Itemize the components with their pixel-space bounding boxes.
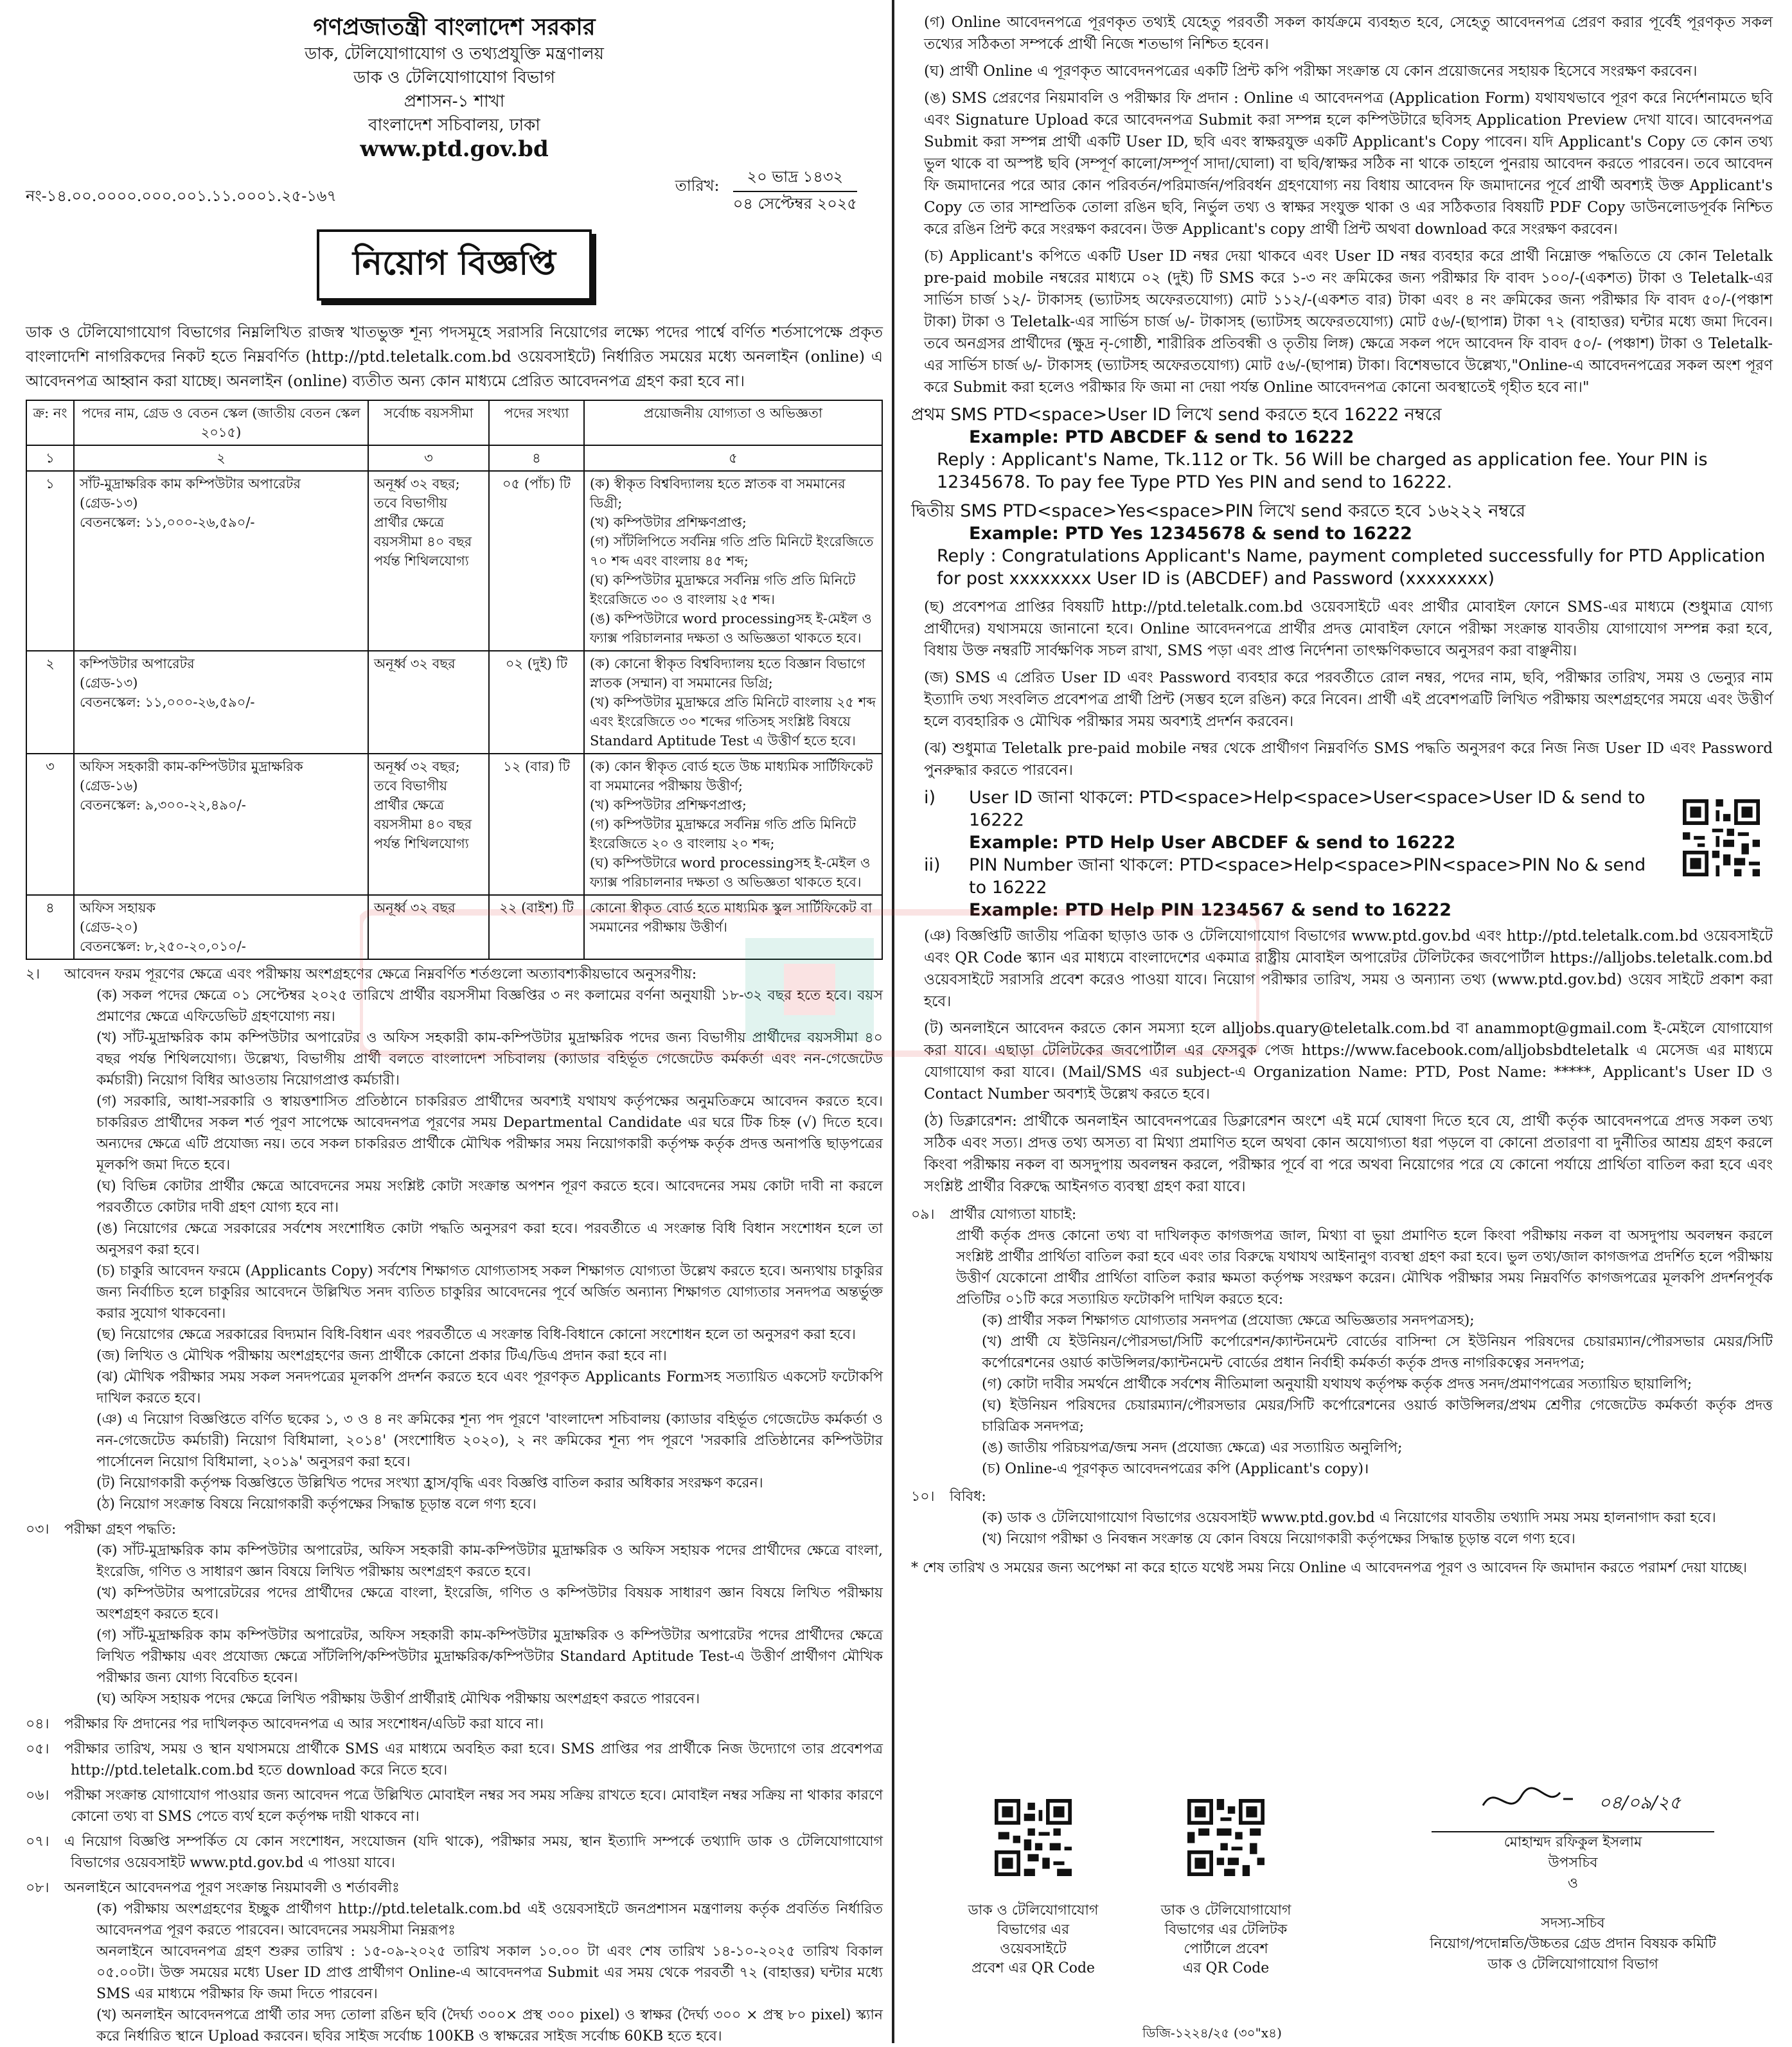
qualification-item: (ক) কোন স্বীকৃত বোর্ড হতে উচ্চ মাধ্যমিক সার্টিফিকেট বা সমমানের পরীক্ষায় উত্তীর্ণ;: [590, 759, 873, 793]
qr-code-icon[interactable]: [1187, 1799, 1264, 1876]
dfp-code: ডিজি-১২২৪/২৫ (৩০"x৪): [1142, 2025, 1282, 2041]
section-heading: [26, 1714, 883, 1735]
memo-date: [675, 165, 857, 218]
sms-second-example: Example: PTD Yes 12345678 & send to 16222: [969, 524, 1412, 544]
notice-title: নিয়োগ বিজ্ঞপ্তি: [317, 229, 592, 301]
qr-block-teletalk: [1142, 1799, 1309, 1978]
col-header-post: পদের নাম, গ্রেড ও বেতন স্কেল (জাতীয় বেতন স্কেল ২০১৫): [74, 400, 368, 445]
signer-role-1: সদস্য-সচিব: [1541, 1915, 1605, 1931]
section-item: (খ) অনলাইন আবেদনপত্রে প্রার্থী তার সদ্য তোলা রঙিন ছবি (দৈর্ঘ্য ৩০০× প্রস্থ ৩০০ pixel) ও স্বাক্ষর (দৈর্ঘ্য ৩০০ × প্রস্থ ৮০ pixel) স্ক্যান করে নির্ধারিত স্থানে Upload করবেন। ছবির সাইজ সর্বোচ্চ 100KB ও স্বাক্ষরের সাইজ সর্বোচ্চ 60KB হতে হবে।: [96, 2007, 883, 2044]
division-name: ডাক ও টেলিযোগাযোগ বিভাগ: [353, 68, 555, 87]
row-age-limit: অনূর্ধ্ব ৩২ বছর; তবে বিভাগীয় প্রার্থীর ক্ষেত্রে বয়সসীমা ৪০ বছর পর্যন্ত শিথিলযোগ্য: [368, 754, 489, 895]
qr-code-icon: [1683, 799, 1760, 876]
instruction-paragraph: (ঙ) SMS প্রেরণের নিয়মাবলি ও পরীক্ষার ফি প্রদান : Online এ আবেদনপত্র (Application Form) যথাযথভাবে পূরণ করে নির্দেশনামতে ছবি এবং Signature Upload করে আবেদনপত্র Submit করা সম্পন্ন হলে কম্পিউটারে ছবিসহ Application Preview দেখা যাবে। আবেদনপত্র Submit করা সম্পন্ন প্রার্থী একটি User ID, ছবি এবং স্বাক্ষরযুক্ত একটি Applicant's Copy পাবেন। যদি Applicant's Copy তে কোন তথ্য ভুল থাকে বা অস্পষ্ট ছবি (সম্পূর্ণ কালো/সম্পূর্ণ সাদা/ঘোলা) বা ছবি/স্বাক্ষর সঠিক না থাকে তাহলে পুনরায় আবেদন করতে পারবেন। তবে আবেদন ফি জমাদানের পরে আর কোন পরিবর্তন/পরিমার্জন/পরিবর্ধন গ্রহণযোগ্য নয় বিধায় আবেদন ফি জমাদানের পূর্বে প্রার্থী অবশ্যই উক্ত Applicant's Copy তে তার সাম্প্রতিক তোলা রঙিন ছবি, নির্ভুল তথ্য ও স্বাক্ষর সংযুক্ত থাকা ও এর সঠিকতার বিষয়টি PDF Copy ডাউনলোডপূর্বক নিশ্চিত করে রঙিন প্রিন্ট করে সংরক্ষণ করবেন। উক্ত Applicant's copy প্রার্থী প্রিন্ট অথবা download করে সংরক্ষণ করবেন।: [924, 90, 1773, 238]
col-header-qualification: প্রয়োজনীয় যোগ্যতা ও অভিজ্ঞতা: [584, 400, 882, 445]
col-header-serial: ক্র: নং: [26, 400, 74, 445]
instruction-paragraph: (গ) Online আবেদনপত্রে পূরণকৃত তথ্যই যেহেতু পরবর্তী সকল কার্যক্রমে ব্যবহৃত হবে, সেহেতু আবেদনপত্র প্রেরণ করার পূর্বেই পূরণকৃত সকল তথ্যের সঠিকতা সম্পর্কে প্রার্থী নিজে শতভাগ নিশ্চিত হবেন।: [924, 14, 1773, 53]
qr-caption: [1142, 1901, 1309, 1978]
table-row: [26, 471, 882, 651]
signer-role-2: নিয়োগ/পদোন্নতি/উচ্চতর গ্রেড প্রদান বিষয়ক কমিটি: [1430, 1936, 1716, 1952]
numbered-section: [26, 1739, 883, 1781]
qualification-item: কোনো স্বীকৃত বোর্ড হতে মাধ্যমিক স্কুল সার্টিফিকেট বা সমমানের পরীক্ষায় উত্তীর্ণ।: [590, 900, 873, 935]
section-item: (ঘ) বিভিন্ন কোটার প্রার্থীর ক্ষেত্রে আবেদনের সময় সংশ্লিষ্ট কোটা সংক্রান্ত অপশন পূরণ করতে হবে। আবেদনের সময় কোটা দাবী না করলে পরবর্তীতে কোটার দাবী গ্রহণ যোগ্য হবে না।: [96, 1178, 883, 1216]
date-bengali: ২০ ভাদ্র ১৪৩২: [733, 165, 857, 192]
section-text: পরীক্ষা সংক্রান্ত যোগাযোগ পাওয়ার জন্য আবেদন পত্রে উল্লিখিত মোবাইল নম্বর সব সময় সক্রিয় রাখতে হবে। মোবাইল নম্বর সক্রিয় না থাকার কারণে কোনো তথ্য বা SMS পেতে ব্যর্থ হলে কর্তৃপক্ষ দায়ী থাকবে না।: [64, 1787, 883, 1825]
post-name: কম্পিউটার অপারেটর: [80, 656, 195, 671]
posts-table: [26, 400, 883, 960]
letterhead: [26, 12, 883, 161]
recovery-number: i): [924, 788, 936, 808]
left-column: [0, 0, 892, 2043]
sms-second-label: দ্বিতীয় SMS PTD<space>Yes<space>PIN লিখে send করতে হবে ১৬২২২ নম্বরে: [911, 501, 1526, 521]
qr-code-graphic: [1683, 799, 1760, 876]
row-age-limit: অনূর্ধ্ব ৩২ বছর: [368, 651, 489, 754]
recovery-command: PIN Number জানা থাকলে: PTD<space>Help<space>PIN<space>PIN No & send to 16222: [969, 855, 1646, 898]
section-item: (ঙ) জাতীয় পরিচয়পত্র/জন্ম সনদ (প্রযোজ্য ক্ষেত্রে) এর সত্যায়িত অনুলিপি;: [982, 1440, 1403, 1456]
section-heading: [26, 1831, 883, 1874]
signer-designation: উপসচিব: [1548, 1855, 1598, 1871]
section-item: (ঘ) ইউনিয়ন পরিষদের চেয়ারম্যান/পৌরসভার মেয়র/সিটি কর্পোরেশনের ওয়ার্ড কাউন্সিলর/প্রথম শ্রেণীর গেজেটেড কর্মকর্তা কর্তৃক প্রদত্ত চারিত্রিক সনদপত্র;: [982, 1397, 1773, 1435]
row-qualifications: [584, 754, 882, 895]
signer-name: মোহাম্মদ রফিকুল ইসলাম: [1432, 1831, 1714, 1853]
recovery-list: [911, 786, 1773, 921]
section-number: ০৩।: [26, 1521, 49, 1537]
row-post-info: [74, 754, 368, 895]
section-number: ০৫।: [26, 1741, 49, 1757]
right-column: [892, 0, 1792, 2043]
col-number: ৫: [584, 445, 882, 471]
section-number: ০৯।: [911, 1207, 935, 1223]
section-item: (চ) Online-এ পূরণকৃত আবেদনপত্রের কপি (Applicant's copy)।: [982, 1461, 1369, 1477]
date-english: ০৪ সেপ্টেম্বর ২০২৫: [732, 195, 857, 213]
instruction-paragraph: (ঝ) শুধুমাত্র Teletalk pre-paid mobile নম্বর থেকে প্রার্থীগণ নিম্নবর্ণিত SMS পদ্ধতি অনুসরণ করে নিজ নিজ User ID এবং Password পুনরুদ্ধার করতে পারবেন।: [924, 740, 1773, 779]
section-text: প্রার্থী কর্তৃক প্রদত্ত কোনো তথ্য বা দাখিলকৃত কাগজপত্র জাল, মিথ্যা বা ভুয়া প্রমাণিত হলে কিংবা পরীক্ষায় নকল বা অসদুপায় অবলম্বন করলে সংশ্লিষ্ট প্রার্থীর প্রার্থিতা বাতিল করা হবে এবং তার বিরুদ্ধে যথাযথ আইনানুগ ব্যবস্থা গ্রহণ করা হবে। ভুল তথ্য/জাল কাগজপত্র প্রদর্শিত হলে পরীক্ষায় উত্তীর্ণ যেকোনো প্রার্থীর প্রার্থিতা বাতিল করার ক্ষমতা কর্তৃপক্ষ সংরক্ষণ করেন। মৌখিক পরীক্ষার সময় নিম্নবর্ণিত কাগজপত্রের মূলকপি প্রদর্শনপূর্বক প্রতিটির ০১টি করে সত্যায়িত ফটোকপি দাখিল করতে হবে:: [956, 1228, 1773, 1307]
section-text: এ নিয়োগ বিজ্ঞপ্তি সম্পর্কিত যে কোন সংশোধন, সংযোজন (যদি থাকে), পরীক্ষার সময়, স্থান ইত্যাদি সম্পর্কে তথ্যাদি ডাক ও টেলিযোগাযোগ বিভাগের ওয়েবসাইট www.ptd.gov.bd এ পাওয়া যাবে।: [64, 1834, 883, 1871]
row-post-count: ১২ (বার) টি: [489, 754, 584, 895]
sms-second-reply: Reply : Congratulations Applicant's Name, payment completed successfully for PTD Application for post xxxxxxxx User ID is (ABCDEF) and Password (xxxxxxxx): [937, 546, 1766, 589]
recovery-block: [911, 786, 1773, 921]
numbered-section: [26, 1785, 883, 1827]
section-items: [956, 1310, 1773, 1480]
post-pay-scale: বেতনস্কেল: ৯,৩০০-২২,৪৯০/-: [80, 797, 246, 813]
post-grade: (গ্রেড-১৬): [80, 778, 138, 793]
section-item: (খ) নিয়োগ পরীক্ষা ও নিবন্ধন সংক্রান্ত যে কোন বিষয়ে নিয়োগকারী কর্তৃপক্ষের সিদ্ধান্ত চূড়ান্ত বলে গণ্য হবে।: [982, 1531, 1575, 1547]
govt-name: গণপ্রজাতন্ত্রী বাংলাদেশ সরকার: [313, 13, 596, 40]
table-body: [26, 471, 882, 959]
qr-caption-line: ওয়েবসাইটে: [1000, 1941, 1067, 1957]
row-serial: ৪: [26, 895, 74, 959]
qr-block-ptd: [950, 1799, 1117, 1978]
section-item: (গ) কোটা দাবীর সমর্থনে প্রার্থীকে সর্বশেষ নীতিমালা অনুযায়ী যথাযথ কর্তৃপক্ষ কর্তৃক প্রদত্ত সনদ/প্রমাণপত্রের সত্যায়িত ছায়ালিপি;: [982, 1376, 1692, 1392]
intro-paragraph: ডাক ও টেলিযোগাযোগ বিভাগের নিম্নলিখিত রাজস্ব খাতভুক্ত শূন্য পদসমূহে সরাসরি নিয়োগের লক্ষ্যে পদের পার্শ্বে বর্ণিত শর্তসাপেক্ষে প্রকৃত বাংলাদেশি নাগরিকদের নিকট হতে নিম্নবর্ণিত (http://ptd.teletalk.com.bd ওয়েবসাইটে) নির্ধারিত সময়ের মধ্যে অনলাইন (online) এ আবেদনপত্র আহ্বান করা যাচ্ছে। অনলাইন (online) ব্যতীত অন্য কোন মাধ্যমে প্রেরিত আবেদনপত্র গ্রহণ করা হবে না।: [26, 323, 883, 390]
section-heading: [26, 964, 883, 985]
section-item: (ক) ডাক ও টেলিযোগাযোগ বিভাগের ওয়েবসাইট www.ptd.gov.bd এ নিয়োগের যাবতীয় তথ্যাদি সময় সময় হালনাগাদ করা হবে।: [982, 1510, 1716, 1526]
office-location: বাংলাদেশ সচিবালয়, ঢাকা: [368, 116, 540, 135]
section-title: প্রার্থীর যোগ্যতা যাচাই:: [950, 1207, 1077, 1223]
ministry-name: ডাক, টেলিযোগাযোগ ও তথ্যপ্রযুক্তি মন্ত্রণালয়: [305, 44, 604, 64]
qualification-item: (গ) সাঁটলিপিতে সর্বনিম্ন গতি প্রতি মিনিটে ইংরেজিতে ৭০ শব্দ এবং বাংলায় ৪৫ শব্দ;: [590, 534, 874, 569]
section-number: ০৬।: [26, 1787, 49, 1803]
qr-caption-line: এর QR Code: [1182, 1960, 1270, 1976]
section-item: (গ) সরকারি, আধা-সরকারি ও স্বায়ত্তশাসিত প্রতিষ্ঠানে চাকরিরত প্রার্থীদের অবশ্যই যথাযথ কর্তৃপক্ষের অনুমতিক্রমে আবেদন করতে হবে। চাকরিরত প্রার্থীদের সকল শর্ত পূরণ সাপেক্ষে আবেদনপত্র পূরণের সময় Departmental Candidate এর ঘরে টিক চিহ্ন (√) দিতে হবে। অন্যদের ক্ষেত্রে এটি প্রযোজ্য নয়। তবে সকল চাকরিরত প্রার্থীকে মৌখিক পরীক্ষার সময় নিয়োগকারী কর্তৃপক্ষ কর্তৃক প্রদত্ত অনাপত্তি ছাড়পত্রের মূলকপি জমা দিতে হবে।: [96, 1094, 883, 1173]
row-post-count: ০৫ (পাঁচ) টি: [489, 471, 584, 651]
recovery-item: [911, 854, 1663, 921]
section-item: (ঞ) এ নিয়োগ বিজ্ঞপ্তিতে বর্ণিত ছকের ১, ৩ ও ৪ নং ক্রমিকের শূন্য পদ পূরণে 'বাংলাদেশ সচিবালয় (ক্যাডার বহির্ভূত গেজেটেড কর্মকর্তা ও নন-গেজেটেড কর্মচারী) নিয়োগ বিধিমালা, ২০১৪' (সংশোধিত ২০২০), ২ নং ক্রমিকের শূন্য পদ পূরণে 'সরকারি প্রতিষ্ঠানের কম্পিউটার পার্সোনেল নিয়োগ বিধিমালা, ২০১৯' অনুসরণ করা হবে।: [96, 1412, 883, 1470]
memo-number: নং-১৪.০০.০০০০.০০০.০০১.১১.০০০১.২৫-১৬৭: [26, 187, 337, 205]
memo-line: [26, 165, 883, 213]
section-item: (ক) প্রার্থীর সকল শিক্ষাগত যোগ্যতার সনদপত্র (প্রযোজ্য ক্ষেত্রে অভিজ্ঞতার সনদপত্রসহ);: [982, 1313, 1475, 1329]
sms-first-example: Example: PTD ABCDEF & send to 16222: [969, 427, 1354, 447]
row-serial: ৩: [26, 754, 74, 895]
instruction-paragraph: (চ) Applicant's কপিতে একটি User ID নম্বর দেয়া থাকবে এবং User ID নম্বর ব্যবহার করে প্রার্থী নিম্নোক্ত পদ্ধতিতে যে কোন Teletalk pre-paid mobile নম্বরের মাধ্যমে ০২ (দুই) টি SMS করে ১-৩ নং ক্রমিকের জন্য পরীক্ষার ফি বাবদ ১০০/-(একশত) টাকা ও Teletalk-এর সার্ভিস চার্জ ১২/- টাকাসহ (ভ্যাটসহ অফেরতযোগ্য) মোট ১১২/-(একশত বার) টাকা এবং ৪ নং ক্রমিকের জন্য পরীক্ষার ফি বাবদ ৫০/-(পঞ্চাশ টাকা) টাকা ও Teletalk-এর সার্ভিস চার্জ ৬/- টাকাসহ (ভ্যাটসহ অফেরতযোগ্য) মোট ৫৬/-(ছাপান্ন) টাকা ৭২ (বাহাত্তর) ঘন্টার মধ্যে জমা দিবেন। তবে অনগ্রসর প্রার্থীদের (ক্ষুদ্র নৃ-গোষ্ঠী, শারীরিক প্রতিবন্ধী ও তৃতীয় লিঙ্গ) ক্ষেত্রে সকল পদে আবেদন ফি বাবদ ৫০/- (পঞ্চাশ) টাকা ও Teletalk- এর সার্ভিস চার্জ ৬/- টাকাসহ (ভ্যাটসহ অফেরতযোগ্য) মোট ৫৬/-(ছাপান্ন) টাকা। বিশেষভাবে উল্লেখ্য,"Online-এ আবেদনপত্রের সকল অংশ পূরণ করে Submit করা হলেও পরীক্ষার ফি জমা না দেয়া পর্যন্ত Online আবেদনপত্র কোনো অবস্থাতেই গৃহীত হবে না।": [924, 248, 1773, 396]
right-lower-paragraphs: [911, 925, 1773, 1198]
section-title: বিবিধ:: [950, 1489, 986, 1505]
qr-caption-line: পোর্টালে প্রবেশ: [1184, 1941, 1268, 1957]
sms-first-label: প্রথম SMS PTD<space>User ID লিখে send করতে হবে 16222 নম্বরে: [911, 405, 1442, 425]
qr-caption-line: বিভাগের এর: [997, 1922, 1070, 1938]
section-item: (খ) প্রার্থী যে ইউনিয়ন/পৌরসভা/সিটি কর্পোরেশন/ক্যান্টনমেন্ট বোর্ডের বাসিন্দা সে ইউনিয়ন পরিষদের চেয়ারম্যান/পৌরসভার মেয়র/সিটি কর্পোরেশনের ওয়ার্ড কাউন্সিলর/ক্যান্টনমেন্ট বোর্ডের প্রধান নির্বাহী কর্মকর্তা কর্তৃক প্রদত্ত নাগরিকত্বের সনদপত্র;: [982, 1334, 1773, 1371]
qr-code-icon[interactable]: [995, 1799, 1072, 1876]
numbered-section: [26, 1714, 883, 1735]
post-pay-scale: বেতনস্কেল: ১১,০০০-২৬,৫৯০/-: [80, 515, 255, 530]
qualification-item: (খ) কম্পিউটার প্রশিক্ষণপ্রাপ্ত;: [590, 515, 747, 530]
footnote: * শেষ তারিখ ও সময়ের জন্য অপেক্ষা না করে হাতে যথেষ্ট সময় নিয়ে Online এ আবেদনপত্র পূরণ ও আবেদন ফি জমাদান করতে পরামর্শ দেয়া যাচ্ছে।: [911, 1560, 1748, 1576]
section-9: [911, 1204, 1773, 1480]
sms-first-reply: Reply : Applicant's Name, Tk.112 or Tk. 56 Will be charged as application fee. Your PIN is 12345678. To pay fee Type PTD Yes PIN and send to 16222.: [937, 450, 1708, 492]
signature-block: [1393, 1780, 1753, 1975]
numbered-section: [26, 1877, 883, 2047]
section-item: (জ) লিখিত ও মৌখিক পরীক্ষায় অংশগ্রহণের জন্য প্রার্থীকে কোনো প্রকার টিএ/ডিএ প্রদান করা হবে না।: [96, 1348, 667, 1364]
row-post-count: ২২ (বাইশ) টি: [489, 895, 584, 959]
section-item: (ঝ) মৌখিক পরীক্ষার সময় সকল সনদপত্রের মূলকপি প্রদর্শন করতে হবে এবং পূরণকৃত Applicants Formসহ সত্যায়িত একসেট ফটোকপি দাখিল করতে হবে।: [96, 1369, 883, 1406]
section-item: (ঠ) নিয়োগ সংক্রান্ত বিষয়ে নিয়োগকারী কর্তৃপক্ষের সিদ্ধান্ত চূড়ান্ত বলে গণ্য হবে।: [96, 1496, 537, 1512]
table-row: [26, 895, 882, 959]
section-text: পরীক্ষা গ্রহণ পদ্ধতি:: [64, 1521, 177, 1537]
section-item: (গ) সাঁট-মুদ্রাক্ষরিক কাম কম্পিউটার অপারেটর, অফিস সহকারী কাম-কম্পিউটার মুদ্রাক্ষরিক ও কম্পিউটার অপারেটর পদের প্রার্থীদের ক্ষেত্রে লিখিত পরীক্ষায় এবং প্রযোজ্য ক্ষেত্রে সাঁটলিপি/কম্পিউটার মুদ্রাক্ষরিক/কম্পিউটার Standard Aptitude Test-এ উত্তীর্ণ প্রার্থীগণ মৌখিক পরীক্ষার জন্য যোগ্য বিবেচিত হবেন।: [96, 1627, 883, 1686]
website-link[interactable]: www.ptd.gov.bd: [360, 136, 549, 162]
qualification-item: (ক) কোনো স্বীকৃত বিশ্ববিদ্যালয় হতে বিজ্ঞান বিভাগে স্নাতক (সম্মান) বা সমমানের ডিগ্রি;: [590, 656, 865, 691]
section-number: ১০।: [911, 1489, 935, 1505]
table-row: [26, 754, 882, 895]
col-number: ৪: [489, 445, 584, 471]
section-item: (চ) চাকুরি আবেদন ফরমে (Applicants Copy) সর্বশেষ শিক্ষাগত যোগ্যতাসহ সকল শিক্ষাগত যোগ্যতা উল্লেখ করতে হবে। অন্যথায় চাকুরির জন্য নির্বাচিত হলে চাকুরির আবেদনে উল্লিখিত সনদ ব্যতিত চাকুরির আবেদনের পূর্বে অর্জিত অন্যান্য শিক্ষাগত যোগ্যতার সনদপত্র অন্তর্ভুক্ত করার সুযোগ থাকবেনা।: [96, 1263, 883, 1322]
table-header-row: [26, 400, 882, 445]
post-name: অফিস সহায়ক: [80, 900, 156, 916]
section-heading: [26, 1877, 883, 1899]
recovery-command: User ID জানা থাকলে: PTD<space>Help<space>User<space>User ID & send to 16222: [969, 788, 1646, 830]
signer-and: ও: [1567, 1875, 1579, 1892]
row-age-limit: অনূর্ধ্ব ৩২ বছর; তবে বিভাগীয় প্রার্থীর ক্ষেত্রে বয়সসীমা ৪০ বছর পর্যন্ত শিথিলযোগ্য: [368, 471, 489, 651]
date-label: তারিখ:: [675, 177, 720, 195]
instruction-paragraph: (ছ) প্রবেশপত্র প্রাপ্তির বিষয়টি http://ptd.teletalk.com.bd ওয়েবসাইটে এবং প্রার্থীর মোবাইল ফোনে SMS-এর মাধ্যমে (শুধুমাত্র যোগ্য প্রার্থীদের) যথাসময়ে জানানো হবে। Online আবেদনপত্রে প্রার্থীর প্রদত্ত মোবাইল ফোনে পরীক্ষা সংক্রান্ত যাবতীয় যোগাযোগ সম্পন্ন করা হবে, বিধায় উক্ত নম্বরটি সার্বক্ষণিক সচল রাখা, SMS পড়া এবং প্রাপ্ত নির্দেশনা তাৎক্ষণিকভাবে অনুসরণ করা বাঞ্ছনীয়।: [924, 599, 1773, 659]
qr-caption-line: প্রবেশ এর QR Code: [971, 1960, 1096, 1976]
recovery-item: [911, 786, 1663, 854]
qualification-item: (খ) কম্পিউটার মুদ্রাক্ষরে প্রতি মিনিটে বাংলায় ২৫ শব্দ এবং ইংরেজিতে ৩০ শব্দের গতিসহ সংশ্লিষ্ট বিষয়ে Standard Aptitude Test এ উত্তীর্ণ হতে হবে।: [590, 695, 876, 749]
section-number: ২।: [26, 966, 40, 982]
qualification-item: (ঙ) কম্পিউটারে word processingসহ ই-মেইল ও ফ্যাক্স পরিচালনার দক্ষতা ও অভিজ্ঞতা থাকতে হবে।: [590, 611, 872, 646]
post-name: অফিস সহকারী কাম-কম্পিউটার মুদ্রাক্ষরিক: [80, 759, 303, 774]
post-name: সাঁট-মুদ্রাক্ষরিক কাম কম্পিউটার অপারেটর: [80, 476, 301, 492]
row-age-limit: অনূর্ধ্ব ৩২ বছর: [368, 895, 489, 959]
section-text: পরীক্ষার তারিখ, সময় ও স্থান যথাসময়ে প্রার্থীকে SMS এর মাধ্যমে অবহিত করা হবে। SMS প্রাপ্তির পর প্রার্থীকে নিজ উদ্যোগে তার প্রবেশপত্র http://ptd.teletalk.com.bd হতে download করে নিতে হবে।: [64, 1741, 883, 1778]
section-10: [911, 1486, 1773, 1550]
section-heading: [26, 1519, 883, 1540]
section-item: (ক) সাঁট-মুদ্রাক্ষরিক কাম কম্পিউটার অপারেটর, অফিস সহকারী কাম-কম্পিউটার মুদ্রাক্ষরিক ও অফিস সহায়ক পদের প্রার্থীদের ক্ষেত্রে বাংলা, ইংরেজি, গণিত ও সাধারণ জ্ঞান বিষয়ে লিখিত পরীক্ষায় অংশগ্রহণ করতে হবে।: [96, 1543, 883, 1580]
qr-caption-line: ডাক ও টেলিযোগাযোগ: [1160, 1902, 1291, 1919]
recovery-example: Example: PTD Help PIN 1234567 & send to 16222: [969, 900, 1452, 920]
row-qualifications: [584, 895, 882, 959]
section-heading: [26, 1785, 883, 1827]
section-item: (খ) কম্পিউটার অপারেটরের পদের প্রার্থীদের ক্ষেত্রে বাংলা, ইংরেজি, গণিত ও কম্পিউটার বিষয়ক সাধারণ জ্ঞান বিষয়ে লিখিত পরীক্ষায় অংশগ্রহণ করতে হবে।: [96, 1585, 883, 1622]
post-pay-scale: বেতনস্কেল: ১১,০০০-২৬,৫৯০/-: [80, 695, 255, 710]
qualification-item: (ঘ) কম্পিউটারে word processingসহ ই-মেইল ও ফ্যাক্স পরিচালনার দক্ষতা ও অভিজ্ঞতা থাকতে হবে।: [590, 855, 871, 890]
col-number: ২: [74, 445, 368, 471]
table-colnum-row: [26, 445, 882, 471]
col-header-count: পদের সংখ্যা: [489, 400, 584, 445]
section-text: আবেদন ফরম পূরণের ক্ষেত্রে এবং পরীক্ষায় অংশগ্রহণের ক্ষেত্রে নিম্নবর্ণিত শর্তগুলো অত্যাবশ্যকীয়ভাবে অনুসরণীয়:: [64, 966, 697, 982]
instruction-paragraph: (ঘ) প্রার্থী Online এ পূরণকৃত আবেদনপত্রের একটি প্রিন্ট কপি পরীক্ষা সংক্রান্ত যে কোন প্রয়োজনের সহায়ক হিসেবে সংরক্ষণ করবেন।: [924, 63, 1698, 80]
signer-dept: ডাক ও টেলিযোগাযোগ বিভাগ: [1487, 1956, 1658, 1972]
right-mid-paragraphs: [911, 596, 1773, 781]
post-grade: (গ্রেড-১৩): [80, 675, 138, 691]
section-items: [956, 1507, 1773, 1550]
row-qualifications: [584, 651, 882, 754]
section-number: ০৮।: [26, 1880, 49, 1896]
section-item: (ঙ) নিয়োগের ক্ষেত্রে সরকারের সর্বশেষ সংশোধিত কোটা পদ্ধতি অনুসরণ করা হবে। পরবর্তীতে এ সংক্রান্ত বিধি বিধান সংশোধন হলে তা অনুসরণ করা হবে।: [96, 1221, 883, 1258]
section-number: ০৭।: [26, 1834, 49, 1850]
section-text: পরীক্ষার ফি প্রদানের পর দাখিলকৃত আবেদনপত্র এ আর সংশোধন/এডিট করা যাবে না।: [64, 1716, 544, 1732]
section-item: (খ) সাঁট-মুদ্রাক্ষরিক কাম কম্পিউটার অপারেটর ও অফিস সহকারী কাম-কম্পিউটার মুদ্রাক্ষরিক পদের জন্য বিভাগীয় প্রার্থীদের বয়সসীমা ৪০ বছর পর্যন্ত শিথিলযোগ্য। উল্লেখ্য, বিভাগীয় প্রার্থী বলতে বাংলাদেশ সচিবালয় (ক্যাডার বহির্ভূত গেজেটেড কর্মকর্তা এবং নন-গেজেটেড কর্মচারী) নিয়োগ বিধির আওতায় নিয়োগপ্রাপ্ত কর্মচারী।: [96, 1030, 883, 1088]
row-post-info: [74, 471, 368, 651]
post-pay-scale: বেতনস্কেল: ৮,২৫০-২০,০১০/-: [80, 939, 246, 954]
qr-caption-line: বিভাগের এর টেলিটক: [1164, 1922, 1288, 1938]
recovery-number: ii): [924, 855, 941, 875]
row-post-count: ০২ (দুই) টি: [489, 651, 584, 754]
section-item: (ঘ) অফিস সহায়ক পদের ক্ষেত্রে লিখিত পরীক্ষায় উত্তীর্ণ প্রার্থীরাই মৌখিক পরীক্ষায় অংশগ্রহণ করতে পারবেন।: [96, 1691, 700, 1707]
instruction-paragraph: (ঞ) বিজ্ঞপ্তিটি জাতীয় পত্রিকা ছাড়াও ডাক ও টেলিযোগাযোগ বিভাগের www.ptd.gov.bd এবং http://ptd.teletalk.com.bd ওয়েবসাইটে এবং QR Code স্ক্যান এর মাধ্যমে বাংলাদেশের একমাত্র রাষ্ট্রীয় মোবাইল অপারেটর টেলিটকের জবপোর্টাল https://alljobs.teletalk.com.bd ওয়েবসাইটে সরাসরি প্রবেশ করেও পাওয়া যাবে। নিয়োগ পরীক্ষার তারিখ, সময় ও অন্যান্য তথ্য (www.ptd.gov.bd) ওয়েব সাইটে প্রকাশ করা হবে।: [924, 928, 1773, 1010]
instruction-paragraph: (ট) অনলাইনে আবেদন করতে কোন সমস্যা হলে alljobs.quary@teletalk.com.bd বা anammopt@gmail.com ই-মেইলে যোগাযোগ করা যাবে। এছাড়া টেলিটকের জবপোর্টাল এর ফেসবুক পেজ https://www.facebook.com/alljobsbdteletalk এ মেসেজ এর মাধ্যমে যোগাযোগ করা যাবে। (Mail/SMS এর subject-এ Organization Name: PTD, Post Name: *****, Applicant's User ID ও Contact Number অবশ্যই উল্লেখ করতে হবে।: [924, 1020, 1773, 1103]
col-header-age: সর্বোচ্চ বয়সসীমা: [368, 400, 489, 445]
qualification-item: (ক) স্বীকৃত বিশ্ববিদ্যালয় হতে স্নাতক বা সমমানের ডিগ্রী;: [590, 476, 846, 511]
section-item: (ছ) নিয়োগের ক্ষেত্রে সরকারের বিদ্যমান বিধি-বিধান এবং পরবর্তীতে এ সংক্রান্ত বিধি-বিধানে কোনো সংশোধন হলে তা অনুসরণ করা হবে।: [96, 1327, 856, 1343]
branch-name: প্রশাসন-১ শাখা: [404, 92, 505, 111]
table-row: [26, 651, 882, 754]
row-post-info: [74, 651, 368, 754]
col-number: ৩: [368, 445, 489, 471]
qr-caption-line: ডাক ও টেলিযোগাযোগ: [968, 1902, 1099, 1919]
row-serial: ১: [26, 471, 74, 651]
section-item: (ক) সকল পদের ক্ষেত্রে ০১ সেপ্টেম্বর ২০২৫ তারিখে প্রার্থীর বয়সসীমা বিজ্ঞপ্তির ৩ নং কলামের বর্ণনা অনুযায়ী ১৮-৩২ বছর হতে হবে। বয়স প্রমাণের ক্ষেত্রে এফিডেভিট গ্রহণযোগ্য নয়।: [96, 988, 883, 1025]
recovery-example: Example: PTD Help User ABCDEF & send to 16222: [969, 833, 1456, 853]
section-item: অনলাইনে আবেদনপত্র গ্রহণ শুরুর তারিখ : ১৫-০৯-২০২৫ তারিখ সকাল ১০.০০ টা এবং শেষ তারিখ ১৪-১০-২০২৫ তারিখ বিকাল ০৫.০০টা। উক্ত সময়ের মধ্যে User ID প্রাপ্ত প্রার্থীগণ Online-এ আবেদনপত্র Submit এর সময় থেকে পরবর্তী ৭২ (বাহাত্তর) ঘন্টার মধ্যে SMS এর মাধ্যমে পরীক্ষার ফি জমা দিতে পারবেন।: [96, 1944, 883, 2002]
qualification-item: (গ) কম্পিউটার মুদ্রাক্ষরে সর্বনিম্ন গতি প্রতি মিনিটে ইংরেজিতে ২০ ও বাংলায় ২০ শব্দ;: [590, 817, 856, 851]
left-sections: [26, 964, 883, 2047]
post-grade: (গ্রেড-২০): [80, 919, 138, 935]
numbered-section: [26, 964, 883, 1515]
qr-code-graphic: [995, 1799, 1072, 1876]
section-item: (ক) পরীক্ষায় অংশগ্রহণের ইচ্ছুক প্রার্থীগণ http://ptd.teletalk.com.bd এই ওয়েবসাইটে জনপ্রশাসন মন্ত্রণালয় কর্তৃক প্রবর্তিত নির্ধারিত আবেদনপত্র পূরণ করতে পারবেন। আবেদনের সময়সীমা নিম্নরূপঃ: [96, 1901, 883, 1938]
section-heading: [26, 1739, 883, 1781]
post-grade: (গ্রেড-১৩): [80, 495, 138, 511]
sms-instructions: [911, 403, 1773, 590]
numbered-section: [26, 1519, 883, 1710]
right-top-paragraphs: [911, 12, 1773, 398]
section-number: ০৪।: [26, 1716, 49, 1732]
section-item: (ট) নিয়োগকারী কর্তৃপক্ষ বিজ্ঞপ্তিতে উল্লিখিত পদের সংখ্যা হ্রাস/বৃদ্ধি এবং বিজ্ঞপ্তি বাতিল করার অধিকার সংরক্ষণ করেন।: [96, 1475, 763, 1491]
instruction-paragraph: (জ) SMS এ প্রেরিত User ID এবং Password ব্যবহার করে পরবর্তীতে রোল নম্বর, পদের নাম, ছবি, পরীক্ষার তারিখ, সময় ও ভেন্যুর নাম ইত্যাদি তথ্য সংবলিত প্রবেশপত্র প্রার্থী প্রিন্ট (সম্ভব হলে রঙিন) করে নিবেন। প্রার্থী এই প্রবেশপত্রটি লিখিত পরীক্ষায় অংশগ্রহণের সময়ে এবং উত্তীর্ণ হলে ব্যবহারিক ও মৌখিক পরীক্ষার সময় অবশ্যই প্রদর্শন করবেন।: [924, 669, 1773, 730]
qualification-item: (খ) কম্পিউটার প্রশিক্ষণপ্রাপ্ত;: [590, 797, 747, 813]
col-number: ১: [26, 445, 74, 471]
row-qualifications: [584, 471, 882, 651]
row-post-info: [74, 895, 368, 959]
row-serial: ২: [26, 651, 74, 754]
qr-code-graphic: [1187, 1799, 1264, 1876]
section-text: অনলাইনে আবেদনপত্র পূরণ সংক্রান্ত নিয়মাবলী ও শর্তাবলীঃ: [64, 1880, 400, 1896]
instruction-paragraph: (ঠ) ডিক্লারেশন: প্রার্থীকে অনলাইন আবেদনপত্রের ডিক্লারেশন অংশে এই মর্মে ঘোষণা দিতে হবে যে, প্রার্থী কর্তৃক আবেদনপত্রে প্রদত্ত সকল তথ্য সঠিক এবং সত্য। প্রদত্ত তথ্য অসত্য বা মিথ্যা প্রমাণিত হলে অথবা কোন অযোগ্যতা ধরা পড়লে বা কোনো প্রতারণা বা দুর্নীতির আশ্রয় গ্রহণ করলে কিংবা পরীক্ষায় নকল বা অসদুপায় অবলম্বন করলে, পরীক্ষার পূর্বে বা পরে অথবা নিয়োগের পরে যে কোনো পর্যায়ে প্রার্থিতা বাতিল করা হবে এবং সংশ্লিষ্ট প্রার্থীর বিরুদ্ধে আইনগত ব্যবস্থা গ্রহণ করা যাবে।: [924, 1113, 1773, 1195]
qr-caption: [950, 1901, 1117, 1978]
qualification-item: (ঘ) কম্পিউটার মুদ্রাক্ষরে সর্বনিম্ন গতি প্রতি মিনিটে ইংরেজিতে ৩০ ও বাংলায় ২৫ শব্দ।: [590, 572, 856, 607]
numbered-section: [26, 1831, 883, 1874]
signature-date: ০৪/০৯/২৫: [1599, 1792, 1681, 1813]
